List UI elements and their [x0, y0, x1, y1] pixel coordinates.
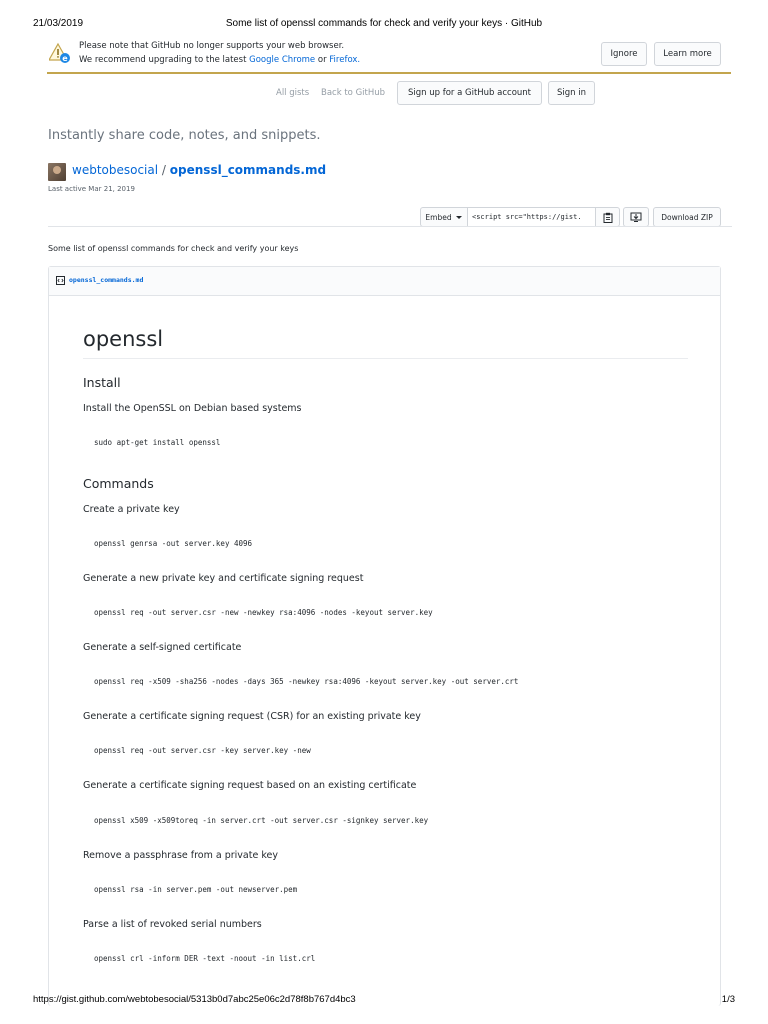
command-text: Remove a passphrase from a private key [83, 850, 278, 861]
heading-rule [83, 358, 688, 359]
commands-heading: Commands [83, 476, 154, 491]
clipboard-icon [603, 212, 613, 223]
command-text: Generate a certificate signing request (CSR) for an existing private key [83, 711, 421, 722]
command-text: Create a private key [83, 504, 180, 515]
learn-more-button[interactable]: Learn more [654, 42, 721, 66]
last-active: Last active Mar 21, 2019 [48, 185, 135, 193]
chevron-down-icon [455, 213, 463, 221]
command-code: openssl req -out server.csr -key server.key -new [94, 746, 311, 755]
toolbar-divider [48, 226, 732, 227]
download-zip-button[interactable]: Download ZIP [653, 207, 721, 227]
title-separator: / [161, 163, 166, 177]
command-code: openssl rsa -in server.pem -out newserver.pem [94, 885, 298, 894]
embed-label: Embed [425, 212, 452, 222]
file-name-link[interactable]: openssl_commands.md [69, 276, 144, 284]
command-code: openssl crl -inform DER -text -noout -in list.crl [94, 954, 316, 963]
all-gists-link[interactable]: All gists [276, 88, 310, 98]
banner-or-text: or [317, 55, 327, 65]
google-chrome-link[interactable]: Google Chrome [249, 55, 316, 65]
banner-message: Please note that GitHub no longer supports your web browser. [79, 41, 345, 51]
ignore-button[interactable]: Ignore [601, 42, 647, 66]
print-url: https://gist.github.com/webtobesocial/5313b0d7abc25e06c2d78f8b767d4bc3 [33, 994, 356, 1005]
avatar[interactable] [48, 163, 66, 181]
command-text: Generate a self-signed certificate [83, 642, 242, 653]
command-code: openssl req -out server.csr -new -newkey rsa:4096 -nodes -keyout server.key [94, 608, 433, 617]
embed-url-input[interactable]: <script src="https://gist. [468, 207, 596, 227]
command-text: Parse a list of revoked serial numbers [83, 919, 262, 930]
warning-browser-icon [49, 42, 71, 64]
command-code: openssl genrsa -out server.key 4096 [94, 539, 253, 548]
tagline: Instantly share code, notes, and snippets. [48, 128, 321, 143]
gist-title [72, 163, 326, 177]
command-text: Generate a new private key and certificate signing request [83, 573, 364, 584]
gist-filename-link[interactable]: openssl_commands.md [169, 163, 327, 177]
embed-dropdown-button[interactable] [420, 207, 468, 227]
print-page-number: 1/3 [721, 994, 735, 1005]
firefox-link[interactable]: Firefox. [329, 55, 361, 65]
command-code: openssl req -x509 -sha256 -nodes -days 365 -newkey rsa:4096 -keyout server.key -out server.crt [94, 677, 519, 686]
file-box [48, 266, 721, 1006]
install-text: Install the OpenSSL on Debian based systems [83, 403, 302, 414]
signin-button[interactable]: Sign in [548, 81, 595, 105]
back-to-github-link[interactable]: Back to GitHub [321, 88, 386, 98]
page-heading: openssl [83, 327, 164, 351]
file-header [49, 267, 720, 296]
desktop-download-icon [630, 212, 642, 223]
banner-recommendation [79, 55, 360, 65]
svg-text:e: e [62, 54, 68, 64]
author-link[interactable]: webtobesocial [72, 163, 159, 177]
command-text: Generate a certificate signing request based on an existing certificate [83, 780, 417, 791]
copy-button[interactable] [596, 207, 620, 227]
command-code: openssl x509 -x509toreq -in server.crt -out server.csr -signkey server.key [94, 816, 429, 825]
signup-button[interactable]: Sign up for a GitHub account [397, 81, 542, 105]
open-in-desktop-button[interactable] [623, 207, 649, 227]
install-code: sudo apt-get install openssl [94, 438, 221, 447]
code-file-icon [56, 276, 65, 285]
print-date: 21/03/2019 [33, 18, 84, 29]
print-page-title: Some list of openssl commands for check and verify your keys · GitHub [225, 18, 543, 29]
install-heading: Install [83, 375, 121, 390]
browser-warning-banner [47, 38, 731, 74]
banner-recommendation-text: We recommend upgrading to the latest [79, 55, 247, 65]
gist-description: Some list of openssl commands for check and verify your keys [48, 244, 299, 253]
embed-group [420, 207, 620, 227]
